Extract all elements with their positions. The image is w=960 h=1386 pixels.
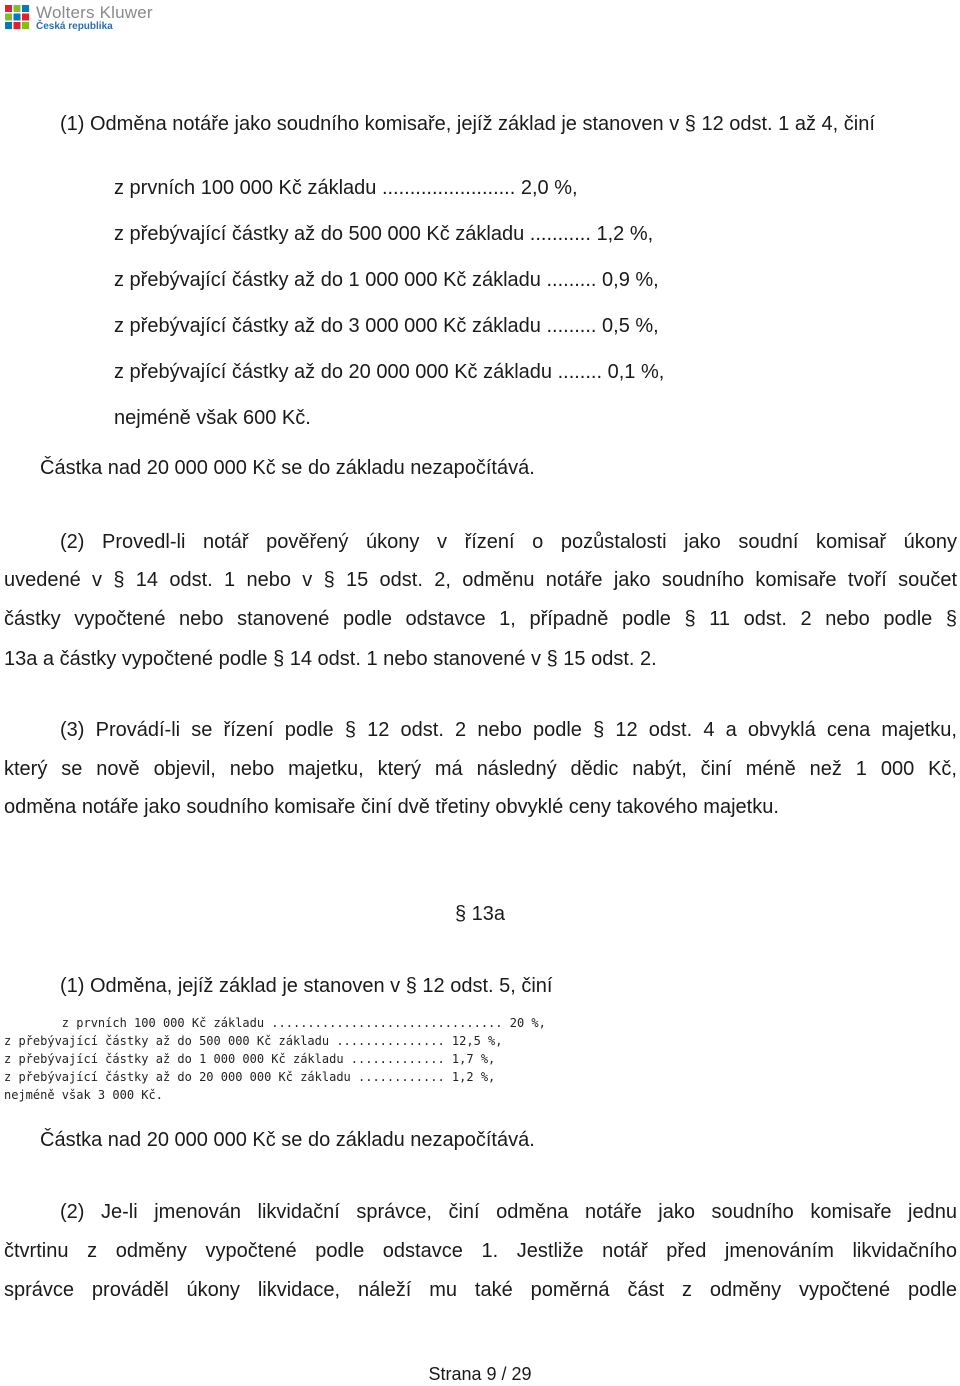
s13-rate-line: z přebývající částky až do 500 000 Kč základu ........... 1,2 %,: [114, 223, 654, 245]
s13-para2-line: 13a a částky vypočtené podle § 14 odst. 1 nebo stanovené v § 15 odst. 2.: [4, 648, 657, 670]
wolters-kluwer-logo-icon: [4, 4, 30, 30]
s13a-note: Částka nad 20 000 000 Kč se do základu nezapočítává.: [40, 1129, 535, 1151]
s13a-para1-intro: (1) Odměna, jejíž základ je stanoven v § 12 odst. 5, činí: [60, 975, 553, 997]
s13-rate-line: z prvních 100 000 Kč základu ........................ 2,0 %,: [114, 177, 578, 199]
s13a-rate-line: z přebývající částky až do 1 000 000 Kč základu ............. 1,7 %,: [4, 1052, 496, 1066]
s13-note: Částka nad 20 000 000 Kč se do základu nezapočítává.: [40, 457, 535, 479]
s13a-rate-line: z přebývající částky až do 20 000 000 Kč základu ............ 1,2 %,: [4, 1070, 496, 1084]
s13-para3-line: který se nově objevil, nebo majetku, který má následný dědic nabýt, činí méně než 1 000 Kč,: [4, 758, 957, 780]
s13-para3-line: odměna notáře jako soudního komisaře činí dvě třetiny obvyklé ceny takového majetku.: [4, 796, 779, 818]
s13-para3-line: (3) Provádí-li se řízení podle § 12 odst. 2 nebo podle § 12 odst. 4 a obvyklá cena majetku,: [60, 719, 957, 741]
s13a-para2-line: (2) Je-li jmenován likvidační správce, činí odměna notáře jako soudního komisaře jednu: [60, 1201, 957, 1223]
s13-rate-minimum: nejméně však 600 Kč.: [114, 407, 311, 429]
s13-rate-line: z přebývající částky až do 20 000 000 Kč základu ........ 0,1 %,: [114, 361, 665, 383]
s13-para1-intro: (1) Odměna notáře jako soudního komisaře, jejíž základ je stanoven v § 12 odst. 1 až 4, činí: [60, 113, 875, 135]
s13a-para2-line: správce prováděl úkony likvidace, náleží mu také poměrná část z odměny vypočtené podle: [4, 1279, 957, 1301]
s13-para2-line: uvedené v § 14 odst. 1 nebo v § 15 odst. 2, odměnu notáře jako soudního komisaře tvoří součet: [4, 569, 957, 591]
brand-name: Wolters Kluwer: [36, 3, 153, 22]
publisher-logo: [4, 4, 153, 34]
s13a-rate-line: z přebývající částky až do 500 000 Kč základu ............... 12,5 %,: [4, 1034, 503, 1048]
s13-rate-line: z přebývající částky až do 1 000 000 Kč základu ......... 0,9 %,: [114, 269, 659, 291]
s13-para2-line: částky vypočtené nebo stanovené podle odstavce 1, případně podle § 11 odst. 2 nebo podle §: [4, 608, 957, 630]
page-number: Strana 9 / 29: [428, 1364, 532, 1384]
section-heading: § 13a: [455, 903, 506, 925]
brand-subtitle: Česká republika: [36, 21, 113, 32]
s13-rate-line: z přebývající částky až do 3 000 000 Kč základu ......... 0,5 %,: [114, 315, 659, 337]
s13-para2-line: (2) Provedl-li notář pověřený úkony v řízení o pozůstalosti jako soudní komisař úkony: [60, 531, 957, 553]
s13a-rate-line: z prvních 100 000 Kč základu ................................ 20 %,: [4, 1016, 546, 1030]
s13a-rate-minimum: nejméně však 3 000 Kč.: [4, 1088, 163, 1102]
s13a-para2-line: čtvrtinu z odměny vypočtené podle odstavce 1. Jestliže notář před jmenováním likvidačního: [4, 1240, 957, 1262]
